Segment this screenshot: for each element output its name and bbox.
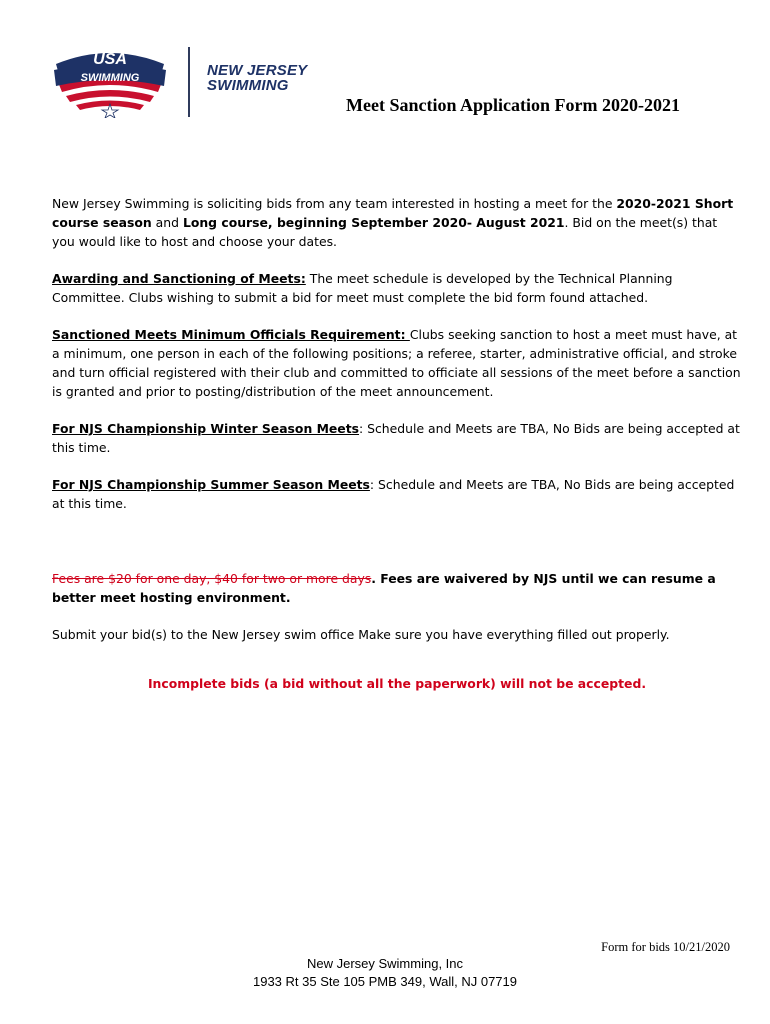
document-body — [52, 194, 742, 711]
brand-line-1: NEW JERSEY — [207, 62, 308, 79]
logo-swimming-word: SWIMMING — [80, 72, 140, 84]
intro-paragraph — [52, 194, 742, 251]
awarding-heading: Awarding and Sanctioning of Meets: — [52, 271, 306, 286]
footer-street-address: 1933 Rt 35 Ste 105 PMB 349, Wall, NJ 07719 — [252, 974, 517, 989]
summer-heading: For NJS Championship Summer Season Meets — [52, 477, 370, 492]
awarding-text: The meet schedule is developed by the Technical Planning Committee. Clubs wishing to submit a bid for meet must complete the bid form found attached. — [52, 271, 673, 305]
njs-wordmark — [207, 63, 307, 93]
officials-heading: Sanctioned Meets Minimum Officials Requirement: — [52, 327, 410, 342]
intro-bold-1: 2020-2021 Short course season — [52, 196, 734, 230]
intro-text-1: New Jersey Swimming is soliciting bids from any team interested in hosting a meet for the — [52, 196, 617, 211]
winter-heading: For NJS Championship Winter Season Meets — [52, 421, 360, 436]
usa-swimming-logo — [52, 44, 168, 118]
form-date: Form for bids 10/21/2020 — [601, 940, 730, 954]
page-title: Meet Sanction Application Form 2020-2021 — [346, 95, 680, 115]
brand-line-2: SWIMMING — [207, 77, 289, 94]
fees-paragraph — [52, 569, 742, 607]
fees-struck-text: Fees are $20 for one day, $40 for two or more days — [52, 571, 372, 586]
logo-divider — [188, 47, 190, 117]
footer-address — [0, 955, 770, 991]
intro-text-2: and — [151, 215, 183, 230]
logo-usa-word: USA — [93, 51, 127, 68]
intro-text-3: . Bid on the meet(s) that you would like to host and choose your dates. — [52, 215, 718, 249]
winter-text: : Schedule and Meets are TBA, No Bids are being accepted at this time. — [52, 421, 740, 455]
summer-paragraph — [52, 475, 742, 513]
fees-waiver-text: . Fees are waivered by NJS until we can resume a better meet hosting environment. — [52, 571, 716, 605]
awarding-paragraph — [52, 269, 742, 307]
footer-org-name: New Jersey Swimming, Inc — [306, 956, 464, 971]
officials-paragraph — [52, 325, 742, 401]
officials-text: Clubs seeking sanction to host a meet must have, at a minimum, one person in each of the following positions; a referee, starter, administrative official, and stroke and turn official registered with their club and committed to officiate all sessions of the meet before a sanction is granted and prior to posting/distribution of the meet announcement. — [52, 327, 741, 399]
intro-bold-2: Long course, beginning September 2020- August 2021 — [182, 215, 565, 230]
summer-text: : Schedule and Meets are TBA, No Bids are being accepted at this time. — [52, 477, 735, 511]
incomplete-bids-warning: Incomplete bids (a bid without all the paperwork) will not be accepted. — [147, 676, 647, 691]
submit-paragraph: Submit your bid(s) to the New Jersey swim office Make sure you have everything filled out properly. — [52, 627, 670, 642]
winter-paragraph — [52, 419, 742, 457]
